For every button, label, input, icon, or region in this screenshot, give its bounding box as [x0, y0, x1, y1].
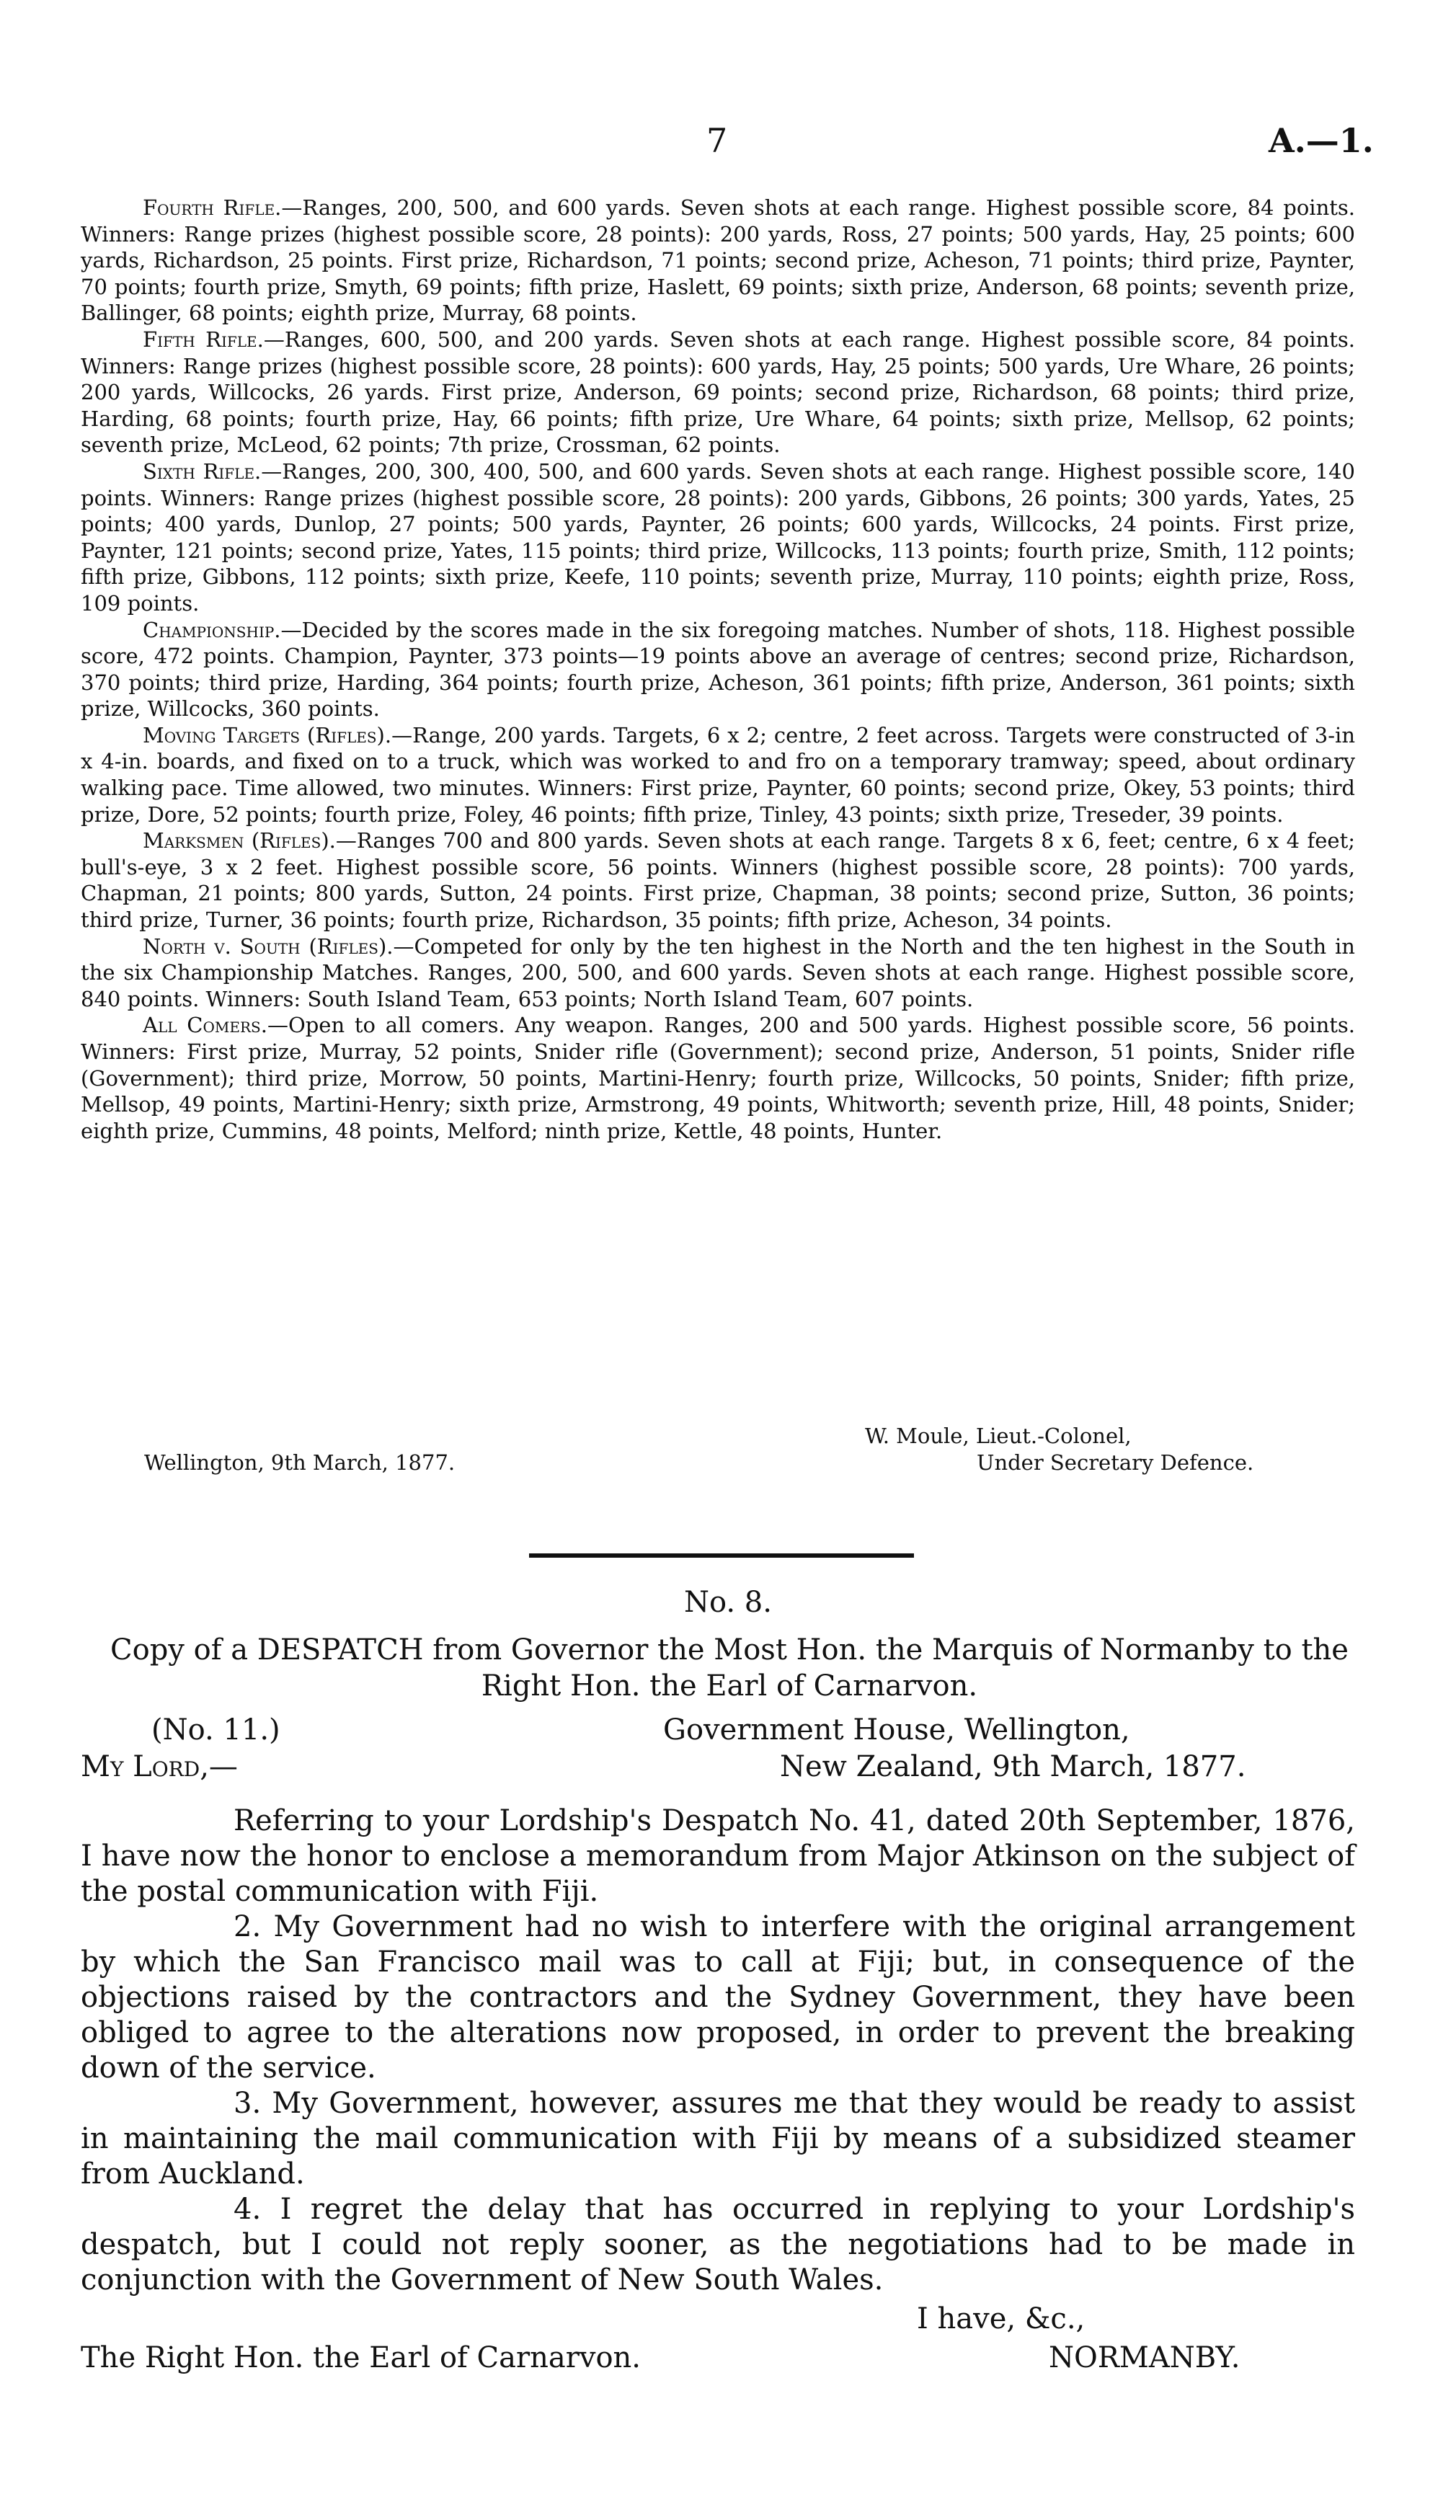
despatch-address-line2: New Zealand, 9th March, 1877. — [780, 1750, 1246, 1783]
prize-heading: Marksmen (Rifles). — [143, 828, 336, 853]
despatch-paragraph: 4. I regret the delay that has occurred in replying to your Lordship's despatch, but I could not reply sooner, as the negotiations had to be made in conjunction with the Government of New South Wales. — [81, 2193, 1355, 2297]
prize-paragraph — [81, 458, 1355, 617]
prize-paragraph — [81, 327, 1355, 458]
report-signatory-title: Under Secretary Defence. — [977, 1450, 1254, 1475]
despatch-address-line1: Government House, Wellington, — [663, 1713, 1130, 1747]
prize-text: —Ranges 700 and 800 yards. Seven shots at each range. Targets 8 x 6, feet; centre, 6 x 4 feet; bull's-eye, 3 x 2 feet. Highest possible score, 56 points. Winners (highest possible score, 28 points): 700 yards, Chapman, 21 points; 800 yards, Sutton, 24 points. First prize, Chapman, 38 points; second prize, Sutton, 36 points; third prize, Turner, 36 points; fourth prize, Richardson, 35 points; fifth prize, Acheson, 34 points. — [81, 828, 1355, 933]
despatch-paragraph: Referring to your Lordship's Despatch No. 41, dated 20th September, 1876, I have now the honor to enclose a memorandum from Major Atkinson on the subject of the postal communication with Fiji. — [81, 1804, 1355, 1908]
section-divider — [529, 1553, 914, 1558]
prize-paragraph — [81, 617, 1355, 722]
prize-paragraph — [81, 195, 1355, 327]
page-number: 7 — [706, 121, 728, 160]
recipient: The Right Hon. the Earl of Carnarvon. — [81, 2341, 642, 2374]
closing: I have, &c., — [917, 2302, 1086, 2335]
prize-text: —Ranges, 600, 500, and 200 yards. Seven shots at each range. Highest possible score, 84 points. Winners: Range prizes (highest possible score, 28 points): 600 yards, Hay, 25 points; 500 yards, Ure Whare, 26 points; 200 yards, Willcocks, 26 yards. First prize, Anderson, 69 points; second prize, Richardson, 68 points; third prize, Harding, 68 points; fourth prize, Hay, 66 points; fifth prize, Ure Whare, 64 points; sixth prize, Mellsop, 62 points; seventh prize, McLeod, 62 points; 7th prize, Crossman, 62 points. — [81, 327, 1355, 458]
signature: NORMANBY. — [1049, 2341, 1240, 2374]
prize-text: —Decided by the scores made in the six foregoing matches. Number of shots, 118. Highest possible score, 472 points. Champion, Paynter, 373 points—19 points above an average of centres; second prize, Richardson, 370 points; third prize, Harding, 364 points; fourth prize, Acheson, 361 points; fifth prize, Anderson, 361 points; sixth prize, Willcocks, 360 points. — [81, 617, 1355, 722]
prize-heading: All Comers. — [143, 1013, 267, 1038]
prize-heading: Championship. — [143, 617, 281, 642]
prize-heading: North v. South (Rifles). — [143, 933, 394, 959]
despatch-number: No. 8. — [684, 1586, 772, 1619]
salutation: My Lord,— — [81, 1750, 238, 1783]
despatch-reference: (No. 11.) — [151, 1713, 280, 1747]
prize-heading: Fifth Rifle. — [143, 327, 264, 352]
prize-list — [81, 195, 1355, 1144]
prize-paragraph — [81, 1012, 1355, 1144]
despatch-paragraph: 3. My Government, however, assures me that they would be ready to assist in maintaining the mail communication with Fiji by means of a subsidized steamer from Auckland. — [81, 2087, 1355, 2191]
prize-paragraph — [81, 933, 1355, 1013]
despatch-body — [81, 1804, 1355, 2298]
prize-text: —Ranges, 200, 500, and 600 yards. Seven shots at each range. Highest possible score, 84 points. Winners: Range prizes (highest possible score, 28 points): 200 yards, Ross, 27 points; 500 yards, Hay, 25 points; 600 yards, Richardson, 25 points. First prize, Richardson, 71 points; second prize, Acheson, 71 points; third prize, Paynter, 70 points; fourth prize, Smyth, 69 points; fifth prize, Haslett, 69 points; sixth prize, Anderson, 68 points; seventh prize, Ballinger, 68 points; eighth prize, Murray, 68 points. — [81, 195, 1355, 326]
prize-text: —Open to all comers. Any weapon. Ranges, 200 and 500 yards. Highest possible score, 56 points. Winners: First prize, Murray, 52 points, Snider rifle (Government); second prize, Anderson, 51 points, Snider rifle (Government); third prize, Morrow, 50 points, Martini-Henry; fourth prize, Willcocks, 50 points, Snider; fifth prize, Mellsop, 49 points, Martini-Henry; sixth prize, Armstrong, 49 points, Whitworth; seventh prize, Hill, 48 points, Snider; eighth prize, Cummins, 48 points, Melford; ninth prize, Kettle, 48 points, Hunter. — [81, 1013, 1355, 1143]
report-place-date: Wellington, 9th March, 1877. — [144, 1450, 456, 1475]
report-signatory-name: W. Moule, Lieut.-Colonel, — [865, 1424, 1132, 1448]
prize-text: —Competed for only by the ten highest in the North and the ten highest in the South in the six Championship Matches. Ranges, 200, 500, and 600 yards. Seven shots at each range. Highest possible score, 840 points. Winners: South Island Team, 653 points; North Island Team, 607 points. — [81, 933, 1355, 1011]
prize-heading: Fourth Rifle. — [143, 195, 282, 220]
prize-paragraph — [81, 722, 1355, 828]
parliamentary-paper-reference: A.—1. — [1269, 121, 1374, 160]
prize-text: —Range, 200 yards. Targets, 6 x 2; centre, 2 feet across. Targets were constructed of 3-in x 4-in. boards, and fixed on to a truck, which was worked to and fro on a temporary tramway; speed, about ordinary walking pace. Time allowed, two minutes. Winners: First prize, Paynter, 60 points; second prize, Okey, 53 points; third prize, Dore, 52 points; fourth prize, Foley, 46 points; fifth prize, Tinley, 43 points; sixth prize, Treseder, 39 points. — [81, 722, 1355, 827]
prize-heading: Sixth Rifle. — [143, 458, 262, 484]
prize-heading: Moving Targets (Rifles). — [143, 722, 392, 747]
despatch-title: Copy of a DESPATCH from Governor the Most Hon. the Marquis of Normanby to the Right Hon. the Earl of Carnarvon. — [110, 1633, 1349, 1703]
despatch-paragraph: 2. My Government had no wish to interfere with the original arrangement by which the San Francisco mail was to call at Fiji; but, in consequence of the objections raised by the contractors and the Sydney Government, they have been obliged to agree to the alterations now proposed, in order to prevent the breaking down of the service. — [81, 1910, 1355, 2085]
prize-text: —Ranges, 200, 300, 400, 500, and 600 yards. Seven shots at each range. Highest possible score, 140 points. Winners: Range prizes (highest possible score, 28 points): 200 yards, Gibbons, 26 points; 300 yards, Yates, 25 points; 400 yards, Dunlop, 27 points; 500 yards, Paynter, 26 points; 600 yards, Willcocks, 24 points. First prize, Paynter, 121 points; second prize, Yates, 115 points; third prize, Willcocks, 113 points; fourth prize, Smith, 112 points; fifth prize, Gibbons, 112 points; sixth prize, Keefe, 110 points; seventh prize, Murray, 110 points; eighth prize, Ross, 109 points. — [81, 458, 1355, 616]
prize-paragraph — [81, 828, 1355, 933]
